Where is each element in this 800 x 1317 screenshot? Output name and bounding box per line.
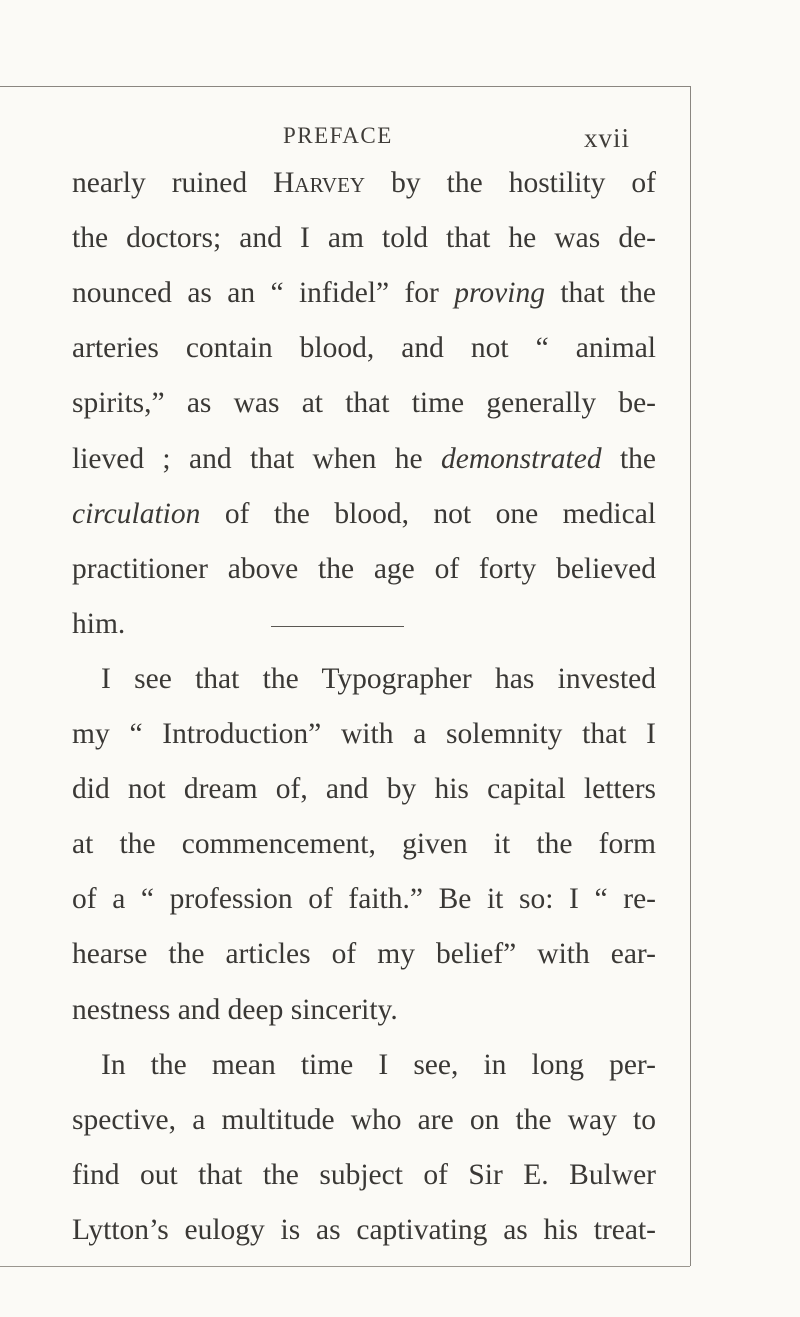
page-right-edge (690, 86, 691, 1266)
page-top-edge (0, 86, 690, 87)
text-line: nearly ruined Harvey by the hostility of (72, 167, 657, 199)
text-line: arteries contain blood, and not “ animal (72, 332, 656, 365)
text-line: of a “ profession of faith.” Be it so: I “ re- (72, 883, 656, 916)
text-line: the doctors; and I am told that he was de- (72, 222, 656, 255)
text-line: did not dream of, and by his capital letters (72, 773, 656, 806)
page-bottom-edge (0, 1266, 690, 1267)
text-line: nounced as an “ infidel” for proving that the (72, 277, 656, 310)
text-line: spirits,” as was at that time generally be- (72, 387, 656, 420)
text-line: I see that the Typographer has invested (101, 662, 656, 695)
text-line: lieved ; and that when he demonstrated the (72, 442, 656, 475)
text-line: my “ Introduction” with a solemnity that I (72, 718, 656, 751)
text-line: hearse the articles of my belief” with ear- (72, 938, 656, 971)
section-divider (271, 626, 404, 627)
text-line: In the mean time I see, in long per- (101, 1048, 656, 1081)
text-line: spective, a multitude who are on the way to (72, 1103, 656, 1136)
text-line: Lytton’s eulogy is as captivating as his treat- (72, 1214, 656, 1246)
text-line: practitioner above the age of forty believed (72, 552, 656, 585)
text-line: at the commencement, given it the form (72, 828, 656, 861)
text-line: find out that the subject of Sir E. Bulwer (72, 1158, 656, 1191)
name-harvey: Harvey (273, 167, 366, 199)
text-line: circulation of the blood, not one medical (72, 497, 656, 530)
text-line: him. (72, 607, 126, 640)
page-number: xvii (584, 123, 631, 153)
text-line: nestness and deep sincerity. (72, 993, 398, 1026)
running-head-title: PREFACE (283, 123, 393, 148)
